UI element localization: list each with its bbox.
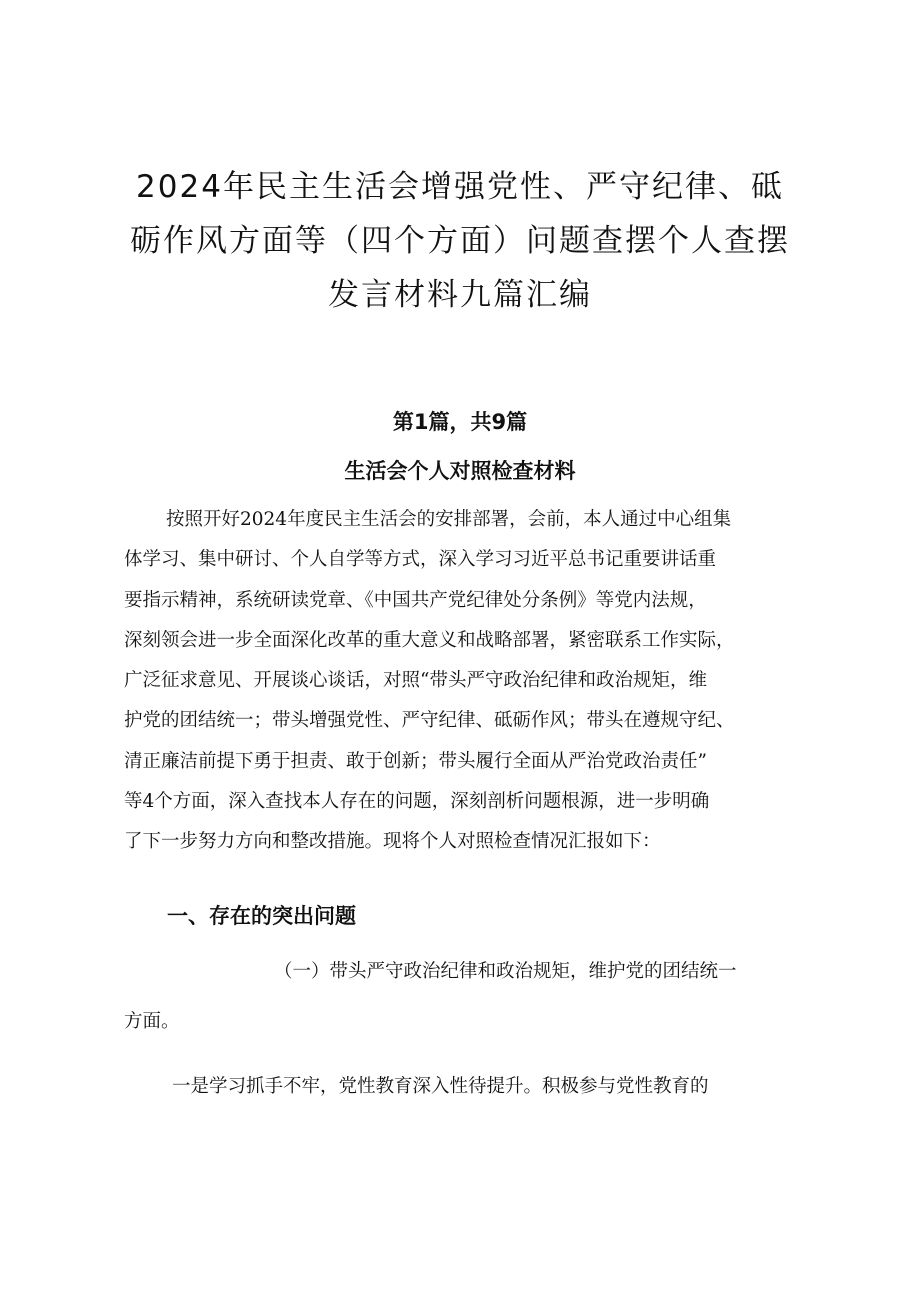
paragraph-line: 要指示精神，系统研读党章、《中国共产党纪律处分条例》等党内法规， [124, 589, 707, 611]
paragraph-line: 护党的团结统一；带头增强党性、严守纪律、砥砺作风；带头在遵规守纪、 [124, 710, 735, 732]
paragraph-line: 了下一步努力方向和整改措施。现将个人对照检查情况汇报如下： [124, 831, 661, 853]
paragraph-line: 广泛征求意见、开展谈心谈话，对照“带头严守政治纪律和政治规矩，维 [124, 670, 707, 692]
sub-heading-line: （一）带头严守政治纪律和政治规矩，维护党的团结统一 [274, 961, 737, 982]
paragraph-line: 按照开好2024年度民主生活会的安排部署，会前，本人通过中心组集 [166, 509, 732, 530]
heading-problems: 一、存在的突出问题 [167, 904, 356, 928]
paragraph-line: 清正廉洁前提下勇于担责、敢于创新；带头履行全面从严治党政治责任” [124, 750, 707, 772]
document-title-line: 砺作风方面等（四个方面）问题查摆个人查摆 [130, 223, 790, 259]
document-title-line: 发言材料九篇汇编 [328, 277, 592, 313]
paragraph-item-one: 一是学习抓手不牢，党性教育深入性待提升。积极参与党性教育的 [172, 1075, 709, 1097]
part-label: 第1篇，共9篇 [392, 410, 528, 434]
paragraph-line: 深刻领会进一步全面深化改革的重大意义和战略部署，紧密联系工作实际， [124, 629, 735, 651]
paragraph-line: 等4个方面，深入查找本人存在的问题，深刻剖析问题根源，进一步明确 [124, 791, 710, 813]
sub-heading [124, 947, 824, 1047]
paragraph-line: 体学习、集中研讨、个人自学等方式，深入学习习近平总书记重要讲话重 [124, 549, 717, 571]
intro-paragraph [124, 500, 824, 863]
sub-heading-line: 方面。 [124, 1011, 180, 1032]
document-title [100, 160, 820, 322]
section-title: 生活会个人对照检查材料 [344, 459, 576, 483]
document-title-line: 2024年民主生活会增强党性、严守纪律、砥 [136, 169, 784, 205]
